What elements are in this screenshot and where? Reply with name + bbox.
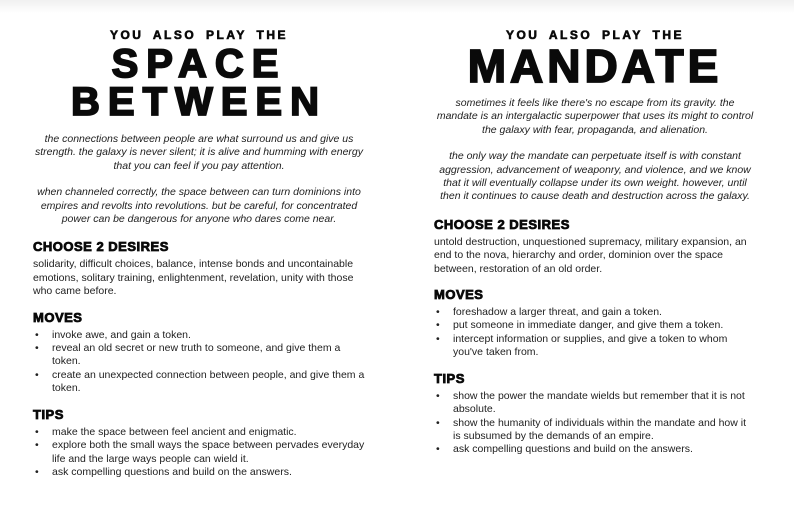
section-heading-moves: MOVES	[434, 287, 484, 303]
page-mandate	[397, 0, 794, 479]
list-item	[33, 329, 365, 342]
intro-paragraphs	[434, 97, 756, 204]
section-heading-moves: MOVES	[33, 309, 83, 325]
list-item	[434, 306, 756, 319]
tip-item-text: show the humanity of individuals within the mandate and how it is subsumed by the demands of an empire.	[453, 416, 747, 442]
bullet-icon: •	[35, 328, 39, 341]
bullet-icon: •	[35, 465, 39, 478]
tip-item-text: ask compelling questions and build on the answers.	[52, 465, 292, 478]
list-item	[33, 466, 365, 479]
kicker-text: YOU ALSO PLAY THE	[505, 28, 685, 42]
title-line: SPACE	[111, 42, 287, 86]
game-title-mandate	[434, 40, 756, 92]
intro-paragraph: the connections between people are what surround us and give us strength. the galaxy is never silent; it is alive and humming with energy that you can feel if you pay attention.	[35, 133, 363, 172]
intro-paragraphs	[33, 133, 365, 226]
title-line: BETWEEN	[71, 80, 327, 124]
game-title-space-between	[33, 42, 365, 124]
list-item	[434, 333, 756, 360]
section-tips	[33, 407, 365, 480]
title-line: MANDATE	[467, 40, 723, 92]
move-item-text: intercept information or supplies, and give a token to whom you've taken from.	[453, 332, 728, 359]
bullet-icon: •	[436, 319, 440, 332]
move-item-text: invoke awe, and gain a token.	[52, 328, 191, 341]
section-heading-desires: CHOOSE 2 DESIRES	[33, 239, 169, 255]
section-moves	[33, 310, 365, 396]
section-heading-tips: TIPS	[33, 406, 64, 422]
intro-paragraph: sometimes it feels like there's no escape from its gravity. the mandate is an intergalactic superpower that uses its might to control the galaxy with fear, propaganda, and alienation.	[436, 97, 754, 136]
section-heading-tips: TIPS	[434, 370, 465, 386]
bullet-icon: •	[35, 368, 39, 381]
section-moves	[434, 287, 756, 360]
bullet-icon: •	[436, 389, 440, 402]
move-item-text: put someone in immediate danger, and give them a token.	[453, 319, 724, 332]
desires-text: untold destruction, unquestioned supremacy, military expansion, an end to the nova, hierarchy and order, dominion over the space between, restoration of an old order.	[434, 235, 747, 275]
bullet-icon: •	[436, 306, 440, 319]
bullet-icon: •	[436, 416, 440, 429]
bullet-icon: •	[35, 342, 39, 355]
list-item	[434, 417, 756, 444]
intro-paragraph: when channeled correctly, the space between can turn dominions into empires and revolts into revolutions. but be careful, for concentrated power can be dangerous for anyone who dares come near.	[37, 186, 361, 226]
section-tips	[434, 371, 756, 457]
bullet-icon: •	[35, 425, 39, 438]
tip-item-text: show the power the mandate wields but remember that it is not absolute.	[453, 389, 745, 416]
move-item-text: reveal an old secret or new truth to someone, and give them a token.	[52, 342, 341, 368]
page-space-between	[0, 0, 397, 479]
bullet-icon: •	[436, 443, 440, 456]
desires-text: solidarity, difficult choices, balance, intense bonds and uncontainable emotions, solitary training, enlightenment, revelation, unity with those who came before.	[33, 258, 354, 298]
list-item	[33, 439, 365, 466]
section-desires	[33, 239, 365, 298]
section-heading-desires: CHOOSE 2 DESIRES	[434, 216, 570, 232]
tip-item-text: make the space between feel ancient and enigmatic.	[52, 425, 297, 438]
tip-item-text: explore both the small ways the space between pervades everyday life and the large ways people can wield it.	[52, 439, 365, 465]
list-item	[434, 390, 756, 417]
tip-item-text: ask compelling questions and build on the answers.	[453, 443, 693, 456]
list-item	[33, 426, 365, 439]
section-desires	[434, 217, 756, 276]
list-item	[33, 342, 365, 369]
list-item	[434, 319, 756, 332]
move-item-text: foreshadow a larger threat, and gain a token.	[453, 306, 662, 319]
list-item	[33, 369, 365, 396]
intro-paragraph: the only way the mandate can perpetuate itself is with constant aggression, advancement of weaponry, and violence, and we know that it will eventually collapse under its own weight. however, until then it continues to cause death and destruction across the galaxy.	[439, 150, 751, 203]
bullet-icon: •	[35, 439, 39, 452]
list-item	[434, 443, 756, 456]
move-item-text: create an unexpected connection between people, and give them a token.	[52, 368, 365, 395]
bullet-icon: •	[436, 332, 440, 345]
kicker-text: YOU ALSO PLAY THE	[109, 28, 289, 42]
